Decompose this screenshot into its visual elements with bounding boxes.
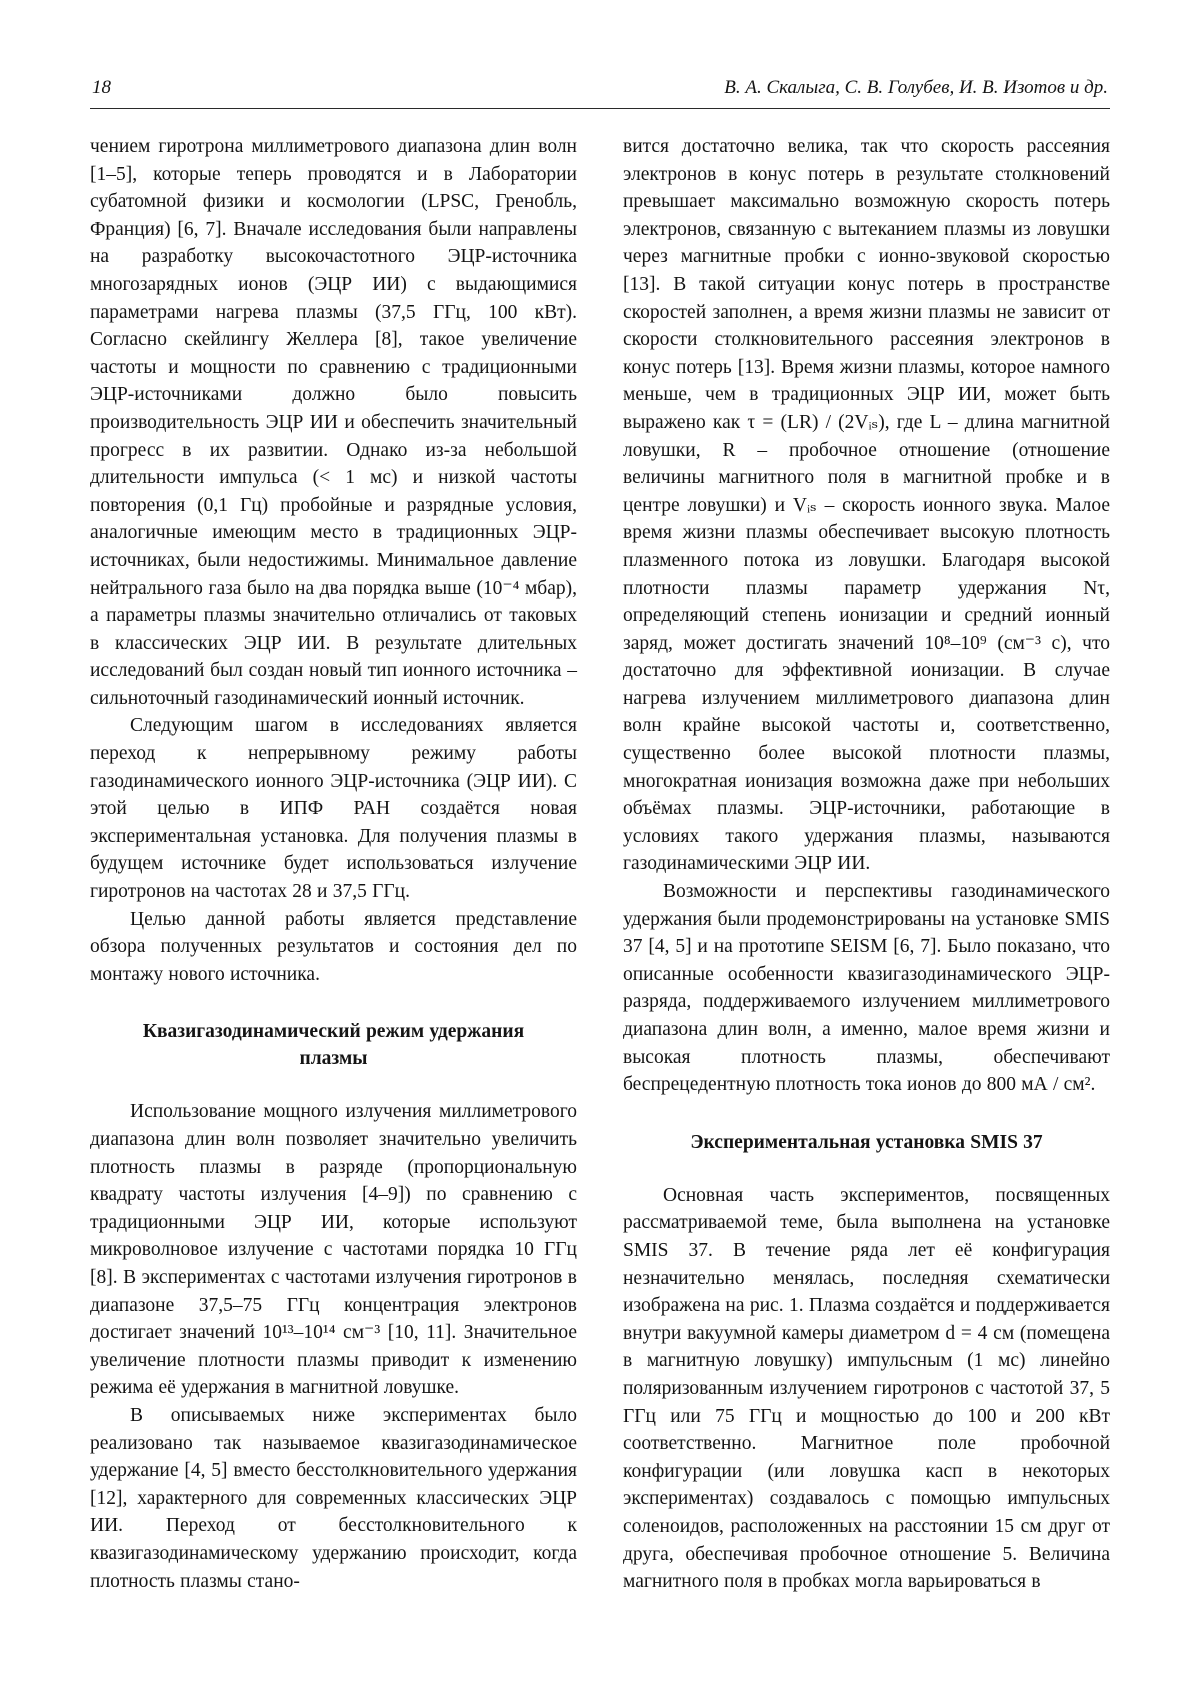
section-heading-experimental-setup-smis37: Экспериментальная установка SMIS 37: [690, 1131, 1043, 1153]
section-heading-quasi-gasdynamic-regime: Квазигазодинамический режим удержания плазмы: [142, 1021, 525, 1070]
paragraph: Целью данной работы является представление обзора полученных результатов и состояния дел по монтажу нового источника.: [90, 908, 577, 985]
paragraph: Возможности и перспективы газодинамического удержания были продемонстрированы на установке SMIS 37 [4, 5] и на прототипе SEISM [6, 7]. Было показано, что описанные особенности квазигазодинамического ЭЦР-разряда, поддерживаемого излучением миллиметрового диапазона длин волн, а именно, малое время жизни и высокая плотность плазмы, обеспечивают беспрецедентную плотность тока ионов до 800 мА / см².: [623, 881, 1110, 1096]
running-authors: В. А. Скалыга, С. В. Голубев, И. В. Изотов и др.: [724, 77, 1108, 98]
article-body: [90, 133, 1110, 1596]
running-header: [90, 76, 1110, 106]
paragraph: Основная часть экспериментов, посвященных рассматриваемой теме, была выполнена на установке SMIS 37. В течение ряда лет её конфигурация незначительно менялась, последняя схематически изображена на рис. 1. Плазма создаётся и поддерживается внутри вакуумной камеры диаметром d = 4 см (помещена в магнитную ловушку) импульсным (1 мс) линейно поляризованным излучением гиротронов с частотой 37, 5 ГГц или 75 ГГц и мощностью до 100 и 200 кВт соответственно. Магнитное поле пробочной конфигурации (или ловушка касп в некоторых экспериментах) создавалось с помощью импульсных соленоидов, расположенных на расстоянии 15 см друг от друга, обеспечивая пробочное отношение 5. Величина магнитного поля в пробках могла варьироваться в: [623, 1184, 1110, 1593]
paragraph: В описываемых ниже экспериментах было реализовано так называемое квазигазодинамическое удержание [4, 5] вместо бесстолкновительного удержания [12], характерного для современных классических ЭЦР ИИ. Переход от бесстолкновительного к квазигазодинамическому удержанию происходит, когда плотность плазмы стано-: [90, 1404, 577, 1592]
paragraph: чением гиротрона миллиметрового диапазона длин волн [1–5], которые теперь проводятся и в Лаборатории субатомной физики и космологии (LPSC, Гренобль, Франция) [6, 7]. Вначале исследования были направлены на разработку высокочастотного ЭЦР-источника многозарядных ионов (ЭЦР ИИ) с выдающимися параметрами нагрева плазмы (37,5 ГГц, 100 кВт). Согласно скейлингу Желлера [8], такое увеличение частоты и мощности по сравнению с традиционными ЭЦР-источниками должно было повысить производительность ЭЦР ИИ и обеспечить значительный прогресс в их развитии. Однако из-за небольшой длительности импульса (< 1 мс) и низкой частоты повторения (0,1 Гц) пробойные и разрядные условия, аналогичные имеющим место в традиционных ЭЦР-источниках, были недостижимы. Минимальное давление нейтрального газа было на два порядка выше (10⁻⁴ мбар), а параметры плазмы значительно отличались от таковых в классических ЭЦР ИИ. В результате длительных исследований был создан новый тип ионного источника – сильноточный газодинамический ионный источник.: [90, 136, 577, 709]
paragraph: вится достаточно велика, так что скорость рассеяния электронов в конус потерь в результате столкновений превышает максимально возможную скорость потерь электронов, связанную с вытеканием плазмы из ловушки через магнитные пробки с ионно-звуковой скоростью [13]. В такой ситуации конус потерь в пространстве скоростей заполнен, а время жизни плазмы не зависит от скорости столкновительного рассеяния электронов в конус потерь [13]. Время жизни плазмы, которое намного меньше, чем в традиционных ЭЦР ИИ, может быть выражено как τ = (LR) / (2Vᵢₛ), где L – длина магнитной ловушки, R – пробочное отношение (отношение величины магнитного поля в магнитной пробке и в центре ловушки) и Vᵢₛ – скорость ионного звука. Малое время жизни плазмы обеспечивает высокую плотность плазменного потока из ловушки. Благодаря высокой плотности плазмы параметр удержания Nτ, определяющий степень ионизации и средний ионный заряд, может достигать значений 10⁸–10⁹ (см⁻³ с), что достаточно для эффективной ионизации. В случае нагрева излучением миллиметрового диапазона длин волн крайне высокой частоты и, соответственно, существенно более высокой плотности плазмы, многократная ионизация возможна даже при небольших объёмах плазмы. ЭЦР-источники, работающие в условиях такого удержания плазмы, называются газодинамическими ЭЦР ИИ.: [623, 136, 1110, 875]
right-column: [623, 133, 1110, 1596]
page-number: 18: [92, 77, 111, 98]
paragraph: Использование мощного излучения миллиметрового диапазона длин волн позволяет значительно увеличить плотность плазмы в разряде (пропорциональную квадрату частоты излучения [4–9]) по сравнению с традиционными ЭЦР ИИ, которые используют микроволновое излучение с частотами порядка 10 ГГц [8]. В экспериментах с частотами излучения гиротронов в диапазоне 37,5–75 ГГц концентрация электронов достигает значений 10¹³–10¹⁴ см⁻³ [10, 11]. Значительное увеличение плотности плазмы приводит к изменению режима её удержания в магнитной ловушке.: [90, 1101, 577, 1399]
paragraph: Следующим шагом в исследованиях является переход к непрерывному режиму работы газодинамического ионного ЭЦР-источника (ЭЦР ИИ). С этой целью в ИПФ РАН создаётся новая экспериментальная установка. Для получения плазмы в будущем источнике будет использоваться излучение гиротронов на частотах 28 и 37,5 ГГц.: [90, 715, 577, 903]
left-column: [90, 133, 577, 1596]
header-rule: [90, 108, 1110, 109]
